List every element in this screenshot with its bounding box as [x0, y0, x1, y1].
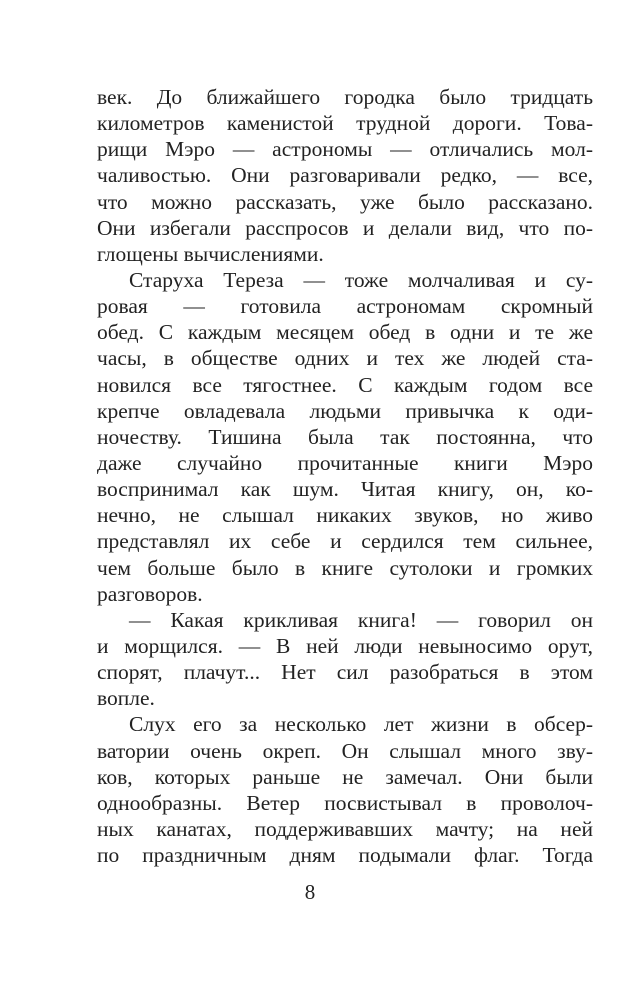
text-line: Старуха Тереза — тоже молчаливая и су- [129, 267, 593, 292]
text-line: — Какая крикливая книга! — говорил он [129, 607, 593, 632]
text-line: однообразны. Ветер посвистывал в проволоч- [97, 790, 593, 815]
text-line: век. До ближайшего городка было тридцать [97, 85, 593, 109]
text-line: обед. С каждым месяцем обед в одни и те же [97, 320, 593, 345]
text-line: и морщился. — В ней люди невыносимо орут, [97, 633, 593, 658]
text-line: что можно рассказать, уже было рассказано. [97, 189, 593, 214]
text-line: километров каменистой трудной дороги. Това- [97, 111, 593, 136]
text-line: ночеству. Тишина была так постоянна, что [97, 424, 593, 449]
text-line: разговоров. [97, 581, 203, 606]
text-line: ровая — готовила астрономам скромный [97, 294, 593, 319]
text-line: чаливостью. Они разговаривали редко, — все, [97, 163, 593, 188]
text-line: часы, в обществе одних и тех же людей ста- [97, 346, 593, 371]
text-line: ков, которых раньше не замечал. Они были [97, 764, 593, 789]
text-line: Они избегали расспросов и делали вид, что по- [97, 215, 593, 240]
text-line: Слух его за несколько лет жизни в обсер- [129, 712, 593, 737]
text-line: по праздничным дням подымали флаг. Тогда [97, 843, 593, 868]
text-line: ных канатах, поддерживавших мачту; на ней [97, 816, 593, 841]
text-line: представлял их себе и сердился тем сильнее, [97, 529, 593, 554]
text-line: новился все тягостнее. С каждым годом все [97, 372, 593, 397]
page-number: 8 [304, 880, 316, 904]
text-line: глощены вычислениями. [97, 241, 324, 266]
text-line: чем больше было в книге сутолоки и громких [97, 555, 593, 580]
text-line: нечно, не слышал никаких звуков, но живо [97, 503, 593, 528]
text-line: даже случайно прочитанные книги Мэро [97, 450, 593, 475]
text-line: воспринимал как шум. Читая книгу, он, ко- [97, 477, 593, 502]
text-line: крепче овладевала людьми привычка к оди- [97, 398, 593, 423]
text-line: вопле. [97, 686, 155, 711]
page-text [97, 84, 593, 868]
text-line: спорят, плачут... Нет сил разобраться в этом [97, 660, 593, 685]
text-line: ватории очень окреп. Он слышал много зву- [97, 738, 593, 763]
text-line: рищи Мэро — астрономы — отличались мол- [97, 137, 593, 162]
